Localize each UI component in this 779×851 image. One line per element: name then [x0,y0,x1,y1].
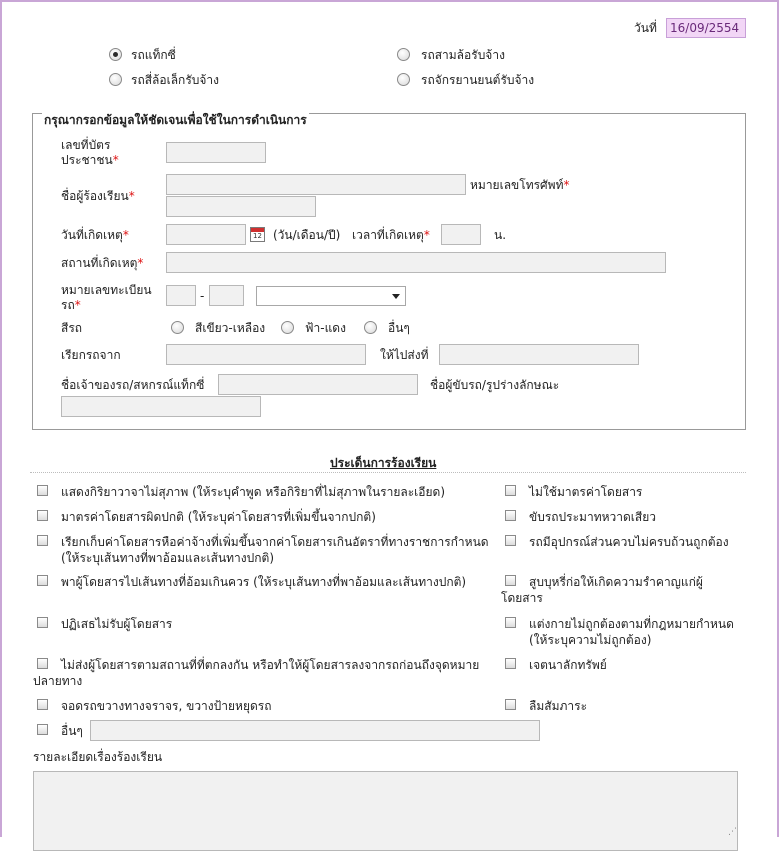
plate-label-1: หมายเลขทะเบียน [61,283,152,297]
checkbox-no-meter-label: ไม่ใช้มาตรค่าโดยสาร [529,485,643,499]
phone-input[interactable] [166,196,316,217]
time-unit: น. [494,228,507,242]
plate-separator: - [200,289,205,303]
date-display[interactable]: 16/09/2554 [666,18,746,38]
incident-time-input[interactable] [441,224,481,245]
window-top-border [0,0,779,2]
radio-motorcycle-label: รถจักรยานยนต์รับจ้าง [421,73,535,87]
checkbox-refuse-passenger-label: ปฏิเสธไม่รับผู้โดยสาร [61,617,173,631]
id-card-label-1: เลขที่บัตร [61,138,111,152]
radio-color-blue-red[interactable] [281,321,294,334]
checkbox-detour-label: พาผู้โดยสารไปเส้นทางที่อ้อมเกินควร (ให้ระบุเส้นทางที่พาอ้อมและเส้นทางปกติ) [61,575,467,589]
window-left-border [0,0,2,837]
incident-date-input[interactable] [166,224,246,245]
checkbox-incomplete-equipment-label: รถมีอุปกรณ์ส่วนควบไม่ครบถ้วนถูกต้อง [529,535,729,549]
checkbox-improper-dress-label-2: (ให้ระบุความไม่ถูกต้อง) [529,633,652,647]
complaints-title: ประเด็นการร้องเรียน [330,456,437,470]
chevron-down-icon [392,294,400,299]
radio-color-green-yellow[interactable] [171,321,184,334]
checkbox-overcharge-label: เรียกเก็บค่าโดยสารหือค่าจ้างที่เพิ่มขึ้นจากค่าโดยสารเกินอัตราที่ทางราชการกำหนด [61,535,489,549]
province-select[interactable] [256,286,406,306]
checkbox-reckless-driving-label: ขับรถประมาทหวาดเสียว [529,510,656,524]
checkbox-not-deliver[interactable] [37,658,48,669]
checkbox-rude-behavior[interactable] [37,485,48,496]
owner-input[interactable] [218,374,418,395]
dropoff-label: ให้ไปส่งที่ [380,348,429,362]
section-divider [30,472,746,473]
pickup-input[interactable] [166,344,366,365]
checkbox-overcharge-label-2: (ให้ระบุเส้นทางที่พาอ้อมและเส้นทางปกติ) [61,551,275,565]
details-textarea[interactable] [33,771,738,851]
checkbox-reckless-driving[interactable] [505,510,516,521]
incident-place-input[interactable] [166,252,666,273]
dropoff-input[interactable] [439,344,639,365]
date-label: วันที่ [634,21,657,35]
checkbox-blocking-traffic-label: จอดรถขวางทางจราจร, ขวางป้ายหยุดรถ [61,699,272,713]
checkbox-not-deliver-label: ไม่ส่งผู้โดยสารตามสถานที่ที่ตกลงกัน หรือทำให้ผู้โดยสารลงจากรถก่อนถึงจุดหมาย [61,658,480,672]
checkbox-refuse-passenger[interactable] [37,617,48,628]
checkbox-incomplete-equipment[interactable] [505,535,516,546]
checkbox-other-label: อื่นๆ [61,724,83,738]
owner-label: ชื่อเจ้าของรถ/สหกรณ์แท็กซี่ [61,378,205,392]
phone-label: หมายเลขโทรศัพท์* [470,178,570,192]
checkbox-meter-abnormal-label: มาตรค่าโดยสารผิดปกติ (ให้ระบุค่าโดยสารที่เพิ่มขึ้นจากปกติ) [61,510,376,524]
calendar-icon[interactable]: 12 [250,227,265,242]
checkbox-forgot-belongings[interactable] [505,699,516,710]
checkbox-forgot-belongings-label: ลืมสัมภาระ [529,699,588,713]
checkbox-overcharge[interactable] [37,535,48,546]
radio-color-blue-red-label: ฟ้า-แดง [305,321,346,335]
checkbox-other[interactable] [37,724,48,735]
checkbox-detour[interactable] [37,575,48,586]
checkbox-theft-label: เจตนาลักทรัพย์ [529,658,607,672]
plate-number-input[interactable] [209,285,244,306]
radio-taxi[interactable] [109,48,122,61]
other-complaint-input[interactable] [90,720,540,741]
radio-color-other[interactable] [364,321,377,334]
checkbox-theft[interactable] [505,658,516,669]
checkbox-smoking[interactable] [505,575,516,586]
radio-taxi-label: รถแท็กซี่ [131,48,176,62]
checkbox-smoking-label: สูบบุหรี่ก่อให้เกิดความรำคาญแก่ผู้ [529,575,703,589]
checkbox-meter-abnormal[interactable] [37,510,48,521]
radio-motorcycle[interactable] [397,73,410,86]
radio-samlor-label: รถสามล้อรับจ้าง [421,48,505,62]
driver-input[interactable] [61,396,261,417]
checkbox-smoking-label-2: โดยสาร [501,591,543,605]
checkbox-rude-behavior-label: แสดงกิริยาวาจาไม่สุภาพ (ให้ระบุคำพูด หรือกิริยาที่ไม่สุภาพในรายละเอียด) [61,485,445,499]
radio-color-green-yellow-label: สีเขียว-เหลือง [195,321,266,335]
plate-label-2: รถ* [61,298,81,312]
complainant-label: ชื่อผู้ร้องเรียน* [61,189,135,203]
checkbox-improper-dress[interactable] [505,617,516,628]
id-card-input[interactable] [166,142,266,163]
color-label: สีรถ [61,321,83,335]
incident-date-label: วันที่เกิดเหตุ* [61,228,129,242]
complainant-input[interactable] [166,174,466,195]
radio-samlor[interactable] [397,48,410,61]
plate-prefix-input[interactable] [166,285,196,306]
checkbox-improper-dress-label: แต่งกายไม่ถูกต้องตามที่กฎหมายกำหนด [529,617,734,631]
incident-place-label: สถานที่เกิดเหตุ* [61,256,144,270]
driver-label: ชื่อผู้ขับรถ/รูปร่างลักษณะ [430,378,560,392]
radio-four-wheel-label: รถสี่ล้อเล็กรับจ้าง [131,73,220,87]
date-format-hint: (วัน/เดือน/ปี) [273,228,341,242]
details-label: รายละเอียดเรื่องร้องเรียน [33,750,163,764]
pickup-label: เรียกรถจาก [61,348,121,362]
checkbox-no-meter[interactable] [505,485,516,496]
checkbox-blocking-traffic[interactable] [37,699,48,710]
id-card-label-2: ประชาชน* [61,153,119,167]
incident-time-label: เวลาที่เกิดเหตุ* [352,228,430,242]
radio-color-other-label: อื่นๆ [388,321,410,335]
radio-four-wheel[interactable] [109,73,122,86]
info-legend: กรุณากรอกข้อมูลให้ชัดเจนเพื่อใช้ในการดำเนินการ [44,113,307,127]
resize-grip-icon[interactable]: ⋰ [728,827,737,837]
checkbox-not-deliver-label-2: ปลายทาง [33,674,83,688]
